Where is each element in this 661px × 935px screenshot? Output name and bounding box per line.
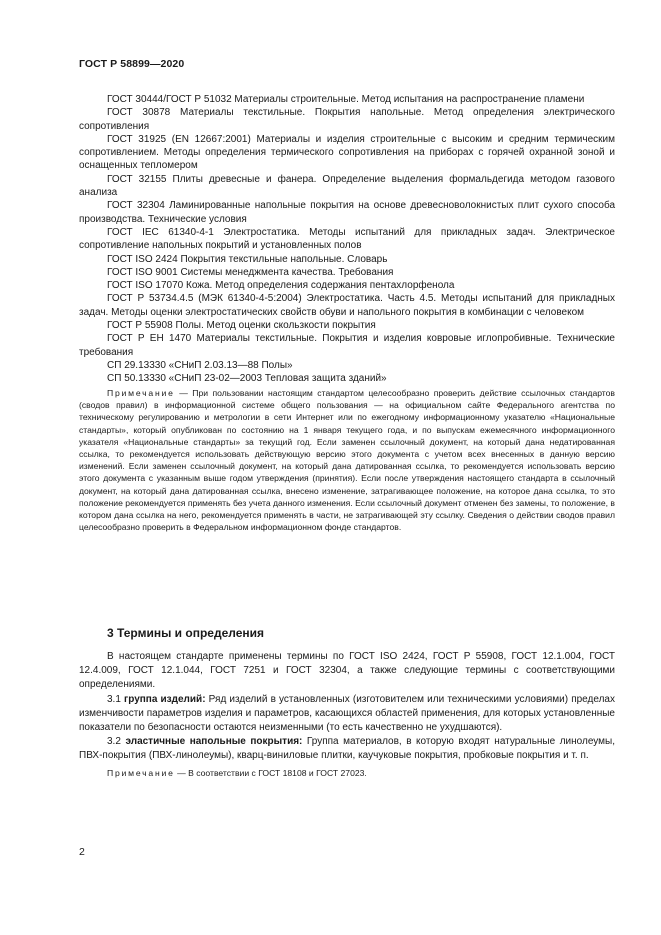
note-label: Примечание xyxy=(107,388,175,398)
reference-item: ГОСТ ISO 17070 Кожа. Метод определения содержания пентахлорфенола xyxy=(107,280,455,292)
reference-item: ГОСТ Р 55908 Полы. Метод оценки скользкости покрытия xyxy=(107,320,376,332)
note-label: Примечание xyxy=(107,767,175,778)
term-definition: Ряд изделий в установленных (изготовителем или техническими условиями) пределах изменчивости параметров изделия и параметров, касающихся областей применения, для которых установленные показатели по безопасности остаются неизменными (то есть качественно не ухудшаются). xyxy=(79,693,615,734)
note-text: — При пользовании настоящим стандартом целесообразно проверить действие ссылочных стандартов (сводов правил) в информационной системе общего пользования — на официальном сайте Федерального агентства по техническому регулированию и метрологии в сети Интернет или по ежегодному информационному указателю «Национальные стандарты», который опубликован по состоянию на 1 января текущего года, и по выпускам ежемесячного информационного указателя «Национальные стандарты» за текущий год. Если заменен ссылочный документ, на который дана недатированная ссылка, то рекомендуется использовать действующую версию этого документа с учетом всех внесенных в данную версию изменений. Если заменен ссылочный документ, на который дана датированная ссылка, то рекомендуется использовать версию этого документа с указанным выше годом утверждения (принятия). Если после утверждения настоящего стандарта в ссылочный документ, на который дана датированная ссылка, внесено изменение, затрагивающее положение, на которое дана ссылка, то это положение рекомендуется применять без учета данного изменения. Если ссылочный документ отменен без замены, то положение, в котором дана ссылка на него, рекомендуется применять в части, не затрагивающей эту ссылку. Сведения о действии сводов правил целесообразно проверить в Федеральном информационном фонде стандартов. xyxy=(79,388,615,533)
term-name: группа изделий: xyxy=(124,693,206,705)
term-3-2 xyxy=(79,735,615,763)
reference-item: ГОСТ ISO 9001 Системы менеджмента качества. Требования xyxy=(107,266,394,278)
reference-item: ГОСТ ISO 2424 Покрытия текстильные напольные. Словарь xyxy=(107,253,388,265)
reference-item: ГОСТ 30878 Материалы текстильные. Покрытия напольные. Метод определения электрического сопротивления xyxy=(79,107,615,132)
page-number: 2 xyxy=(79,846,85,858)
reference-item: ГОСТ Р ЕН 1470 Материалы текстильные. Покрытия и изделия ковровые иглопробивные. Технические требования xyxy=(79,333,615,358)
term-name: эластичные напольные покрытия: xyxy=(125,736,303,748)
normative-references-list xyxy=(79,93,615,386)
reference-item: ГОСТ 32304 Ламинированные напольные покрытия на основе древесноволокнистых плит сухого способа производства. Технические условия xyxy=(79,200,615,225)
reference-item: ГОСТ Р 53734.4.5 (МЭК 61340-4-5:2004) Электростатика. Часть 4.5. Методы испытаний для прикладных задач. Методы оценки электростатических свойств обуви и напольного покрытия в комбинации с человеком xyxy=(79,293,615,318)
terms-intro: В настоящем стандарте применены термины по ГОСТ ISO 2424, ГОСТ Р 55908, ГОСТ 12.1.004, ГОСТ 12.4.009, ГОСТ 12.1.044, ГОСТ 7251 и ГОСТ 32304, а также следующие термины с соответствующими определениями. xyxy=(79,651,615,691)
references-note xyxy=(79,387,615,533)
terms-section xyxy=(79,650,615,780)
reference-item: СП 29.13330 «СНиП 2.03.13—88 Полы» xyxy=(107,359,293,371)
term-number: 3.2 xyxy=(107,736,126,748)
reference-item: ГОСТ IEC 61340-4-1 Электростатика. Методы испытаний для прикладных задач. Электрическое сопротивление напольных покрытий и установленных полов xyxy=(79,226,615,252)
terms-note xyxy=(79,766,615,780)
term-3-1 xyxy=(79,693,615,736)
section-title: 3 Термины и определения xyxy=(107,626,265,640)
reference-item: ГОСТ 32155 Плиты древесные и фанера. Определение выделения формальдегида методом газового анализа xyxy=(79,173,615,199)
reference-item: ГОСТ 31925 (EN 12667:2001) Материалы и изделия строительные с высоким и средним термическим сопротивлением. Методы определения термического сопротивления на приборах с горячей охранной зоной и оснащенных тепломером xyxy=(79,133,615,172)
reference-item: ГОСТ 30444/ГОСТ Р 51032 Материалы строительные. Метод испытания на распространение пламени xyxy=(107,94,585,105)
term-definition: Группа материалов, в которую входят натуральные линолеумы, ПВХ-покрытия (ПВХ-линолеумы), кварц-виниловые плитки, каучуковые покрытия, пробковые покрытия и т. п. xyxy=(79,736,616,762)
reference-item: СП 50.13330 «СНиП 23-02—2003 Тепловая защита зданий» xyxy=(107,373,387,385)
note-text: — В соответствии с ГОСТ 18108 и ГОСТ 27023. xyxy=(174,767,367,778)
document-header: ГОСТ Р 58899—2020 xyxy=(79,58,185,70)
term-number: 3.1 xyxy=(107,693,125,705)
